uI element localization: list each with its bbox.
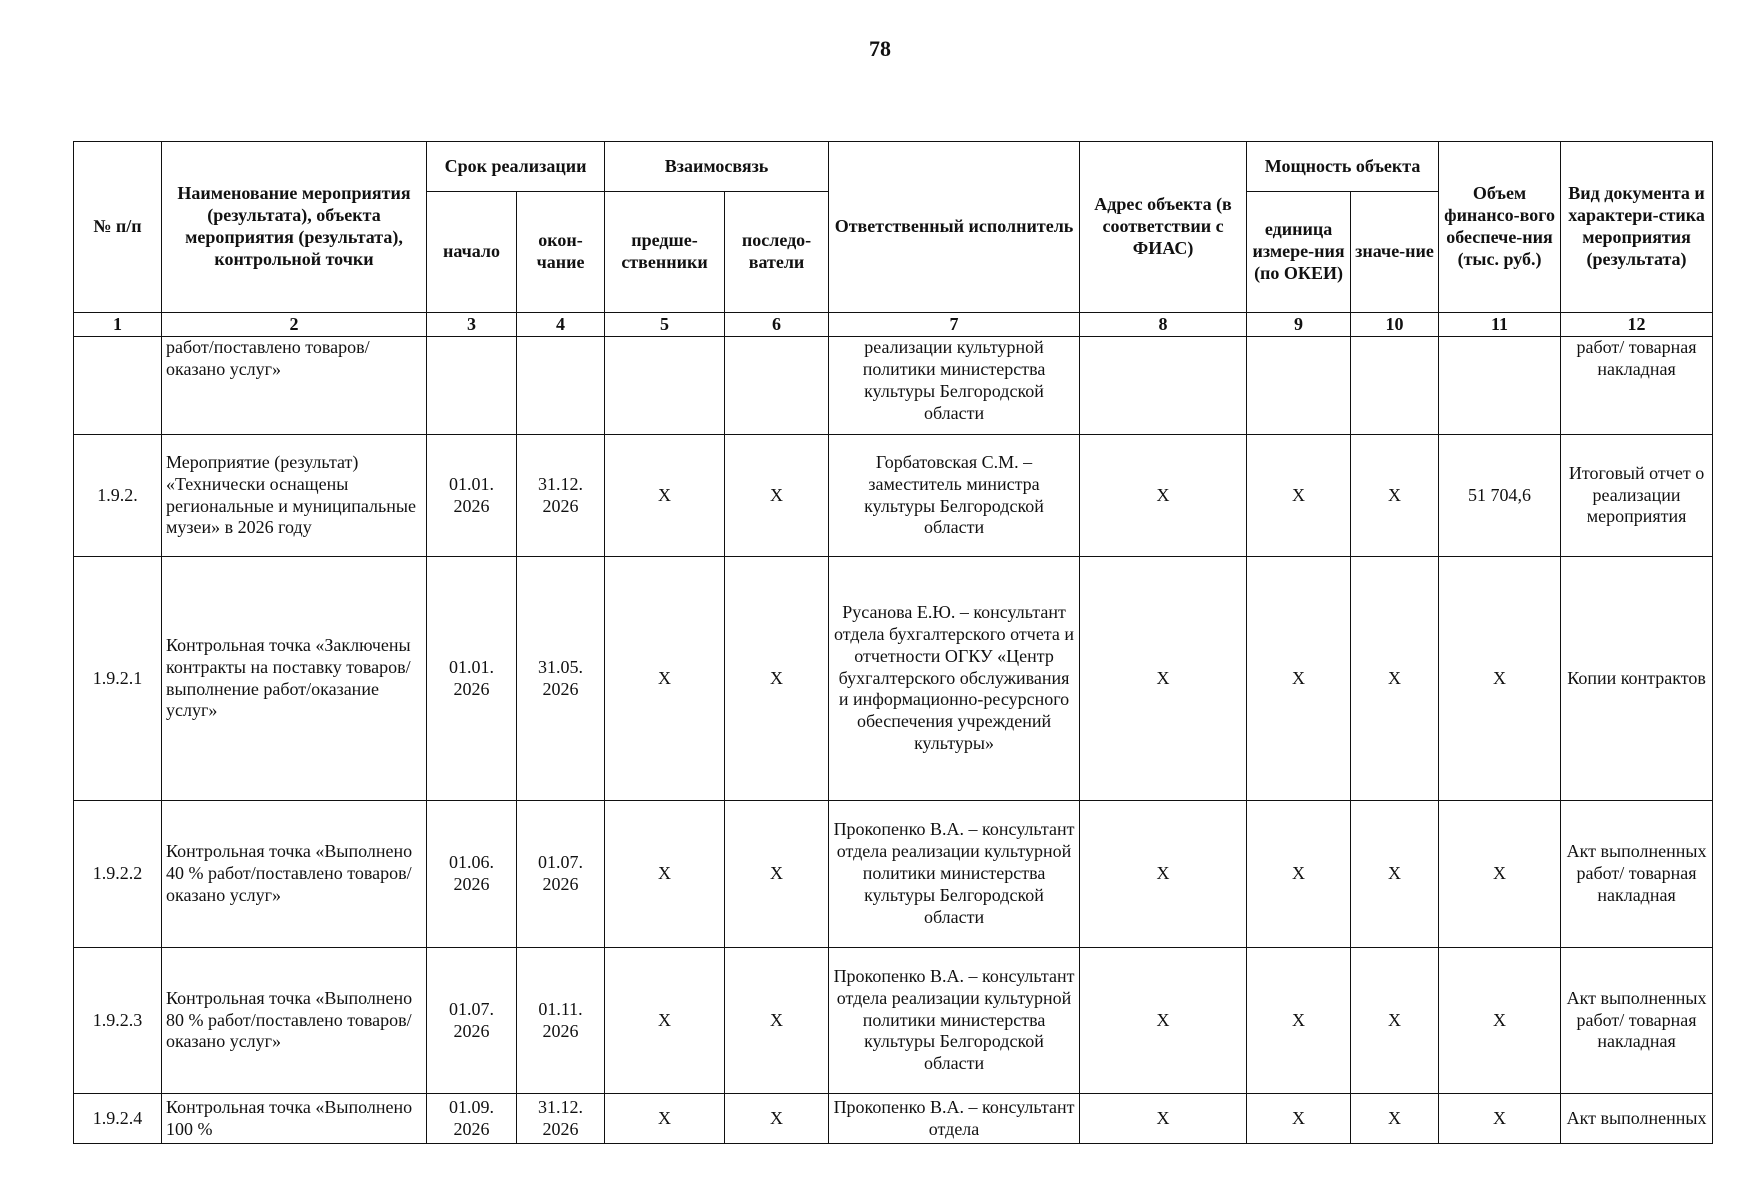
row-successors: X <box>725 435 829 557</box>
row-doc: Акт выполненных работ/ товарная накладная <box>1561 801 1713 948</box>
row-address: X <box>1080 801 1247 948</box>
row-value <box>1351 337 1439 435</box>
row-finance <box>1439 337 1561 435</box>
row-value: X <box>1351 1094 1439 1144</box>
column-index: 12 <box>1561 313 1713 337</box>
column-index: 7 <box>829 313 1080 337</box>
header-term: Срок реализации <box>427 142 605 192</box>
header-predecessors: предше-ственники <box>605 192 725 313</box>
row-successors <box>725 337 829 435</box>
header-doc: Вид документа и характери-стика мероприятия (результата) <box>1561 142 1713 313</box>
header-successors: последо-ватели <box>725 192 829 313</box>
header-name: Наименование мероприятия (результата), объекта мероприятия (результата), контрольной точки <box>162 142 427 313</box>
row-name: Контрольная точка «Выполнено 80 % работ/поставлено товаров/оказано услуг» <box>162 948 427 1094</box>
row-responsible: Прокопенко В.А. – консультант отдела <box>829 1094 1080 1144</box>
row-num: 1.9.2. <box>74 435 162 557</box>
row-value: X <box>1351 801 1439 948</box>
row-end: 31.12. 2026 <box>517 435 605 557</box>
row-successors: X <box>725 801 829 948</box>
row-successors: X <box>725 1094 829 1144</box>
row-num: 1.9.2.4 <box>74 1094 162 1144</box>
row-doc: Акт выполненных <box>1561 1094 1713 1144</box>
row-successors: X <box>725 557 829 801</box>
column-index: 10 <box>1351 313 1439 337</box>
row-num: 1.9.2.3 <box>74 948 162 1094</box>
column-index: 8 <box>1080 313 1247 337</box>
row-unit: X <box>1247 557 1351 801</box>
column-index: 3 <box>427 313 517 337</box>
row-predecessors: X <box>605 1094 725 1144</box>
header-capacity: Мощность объекта <box>1247 142 1439 192</box>
row-value: X <box>1351 435 1439 557</box>
row-predecessors <box>605 337 725 435</box>
row-responsible: реализации культурной политики министерства культуры Белгородской области <box>829 337 1080 435</box>
table-row <box>74 801 1713 948</box>
row-unit: X <box>1247 435 1351 557</box>
column-index: 11 <box>1439 313 1561 337</box>
row-address: X <box>1080 1094 1247 1144</box>
row-responsible: Прокопенко В.А. – консультант отдела реализации культурной политики министерства культуры Белгородской области <box>829 801 1080 948</box>
row-predecessors: X <box>605 435 725 557</box>
row-predecessors: X <box>605 557 725 801</box>
row-value: X <box>1351 557 1439 801</box>
row-doc: Копии контрактов <box>1561 557 1713 801</box>
row-doc: Итоговый отчет о реализации мероприятия <box>1561 435 1713 557</box>
column-index: 1 <box>74 313 162 337</box>
row-num <box>74 337 162 435</box>
row-unit <box>1247 337 1351 435</box>
column-index: 9 <box>1247 313 1351 337</box>
page-number: 78 <box>869 36 891 61</box>
header-value: значе-ние <box>1351 192 1439 313</box>
row-name: работ/поставлено товаров/оказано услуг» <box>162 337 427 435</box>
row-start: 01.09. 2026 <box>427 1094 517 1144</box>
header-responsible: Ответственный исполнитель <box>829 142 1080 313</box>
row-start: 01.01. 2026 <box>427 557 517 801</box>
row-value: X <box>1351 948 1439 1094</box>
row-finance: X <box>1439 948 1561 1094</box>
row-finance: 51 704,6 <box>1439 435 1561 557</box>
header-unit: единица измере-ния (по ОКЕИ) <box>1247 192 1351 313</box>
row-end: 01.07. 2026 <box>517 801 605 948</box>
row-name: Мероприятие (результат) «Технически оснащены региональные и муниципальные музеи» в 2026 году <box>162 435 427 557</box>
row-unit: X <box>1247 801 1351 948</box>
row-unit: X <box>1247 948 1351 1094</box>
row-end: 01.11. 2026 <box>517 948 605 1094</box>
row-doc: работ/ товарная накладная <box>1561 337 1713 435</box>
table-row <box>74 337 1713 435</box>
row-unit: X <box>1247 1094 1351 1144</box>
row-num: 1.9.2.1 <box>74 557 162 801</box>
row-address: X <box>1080 435 1247 557</box>
header-finance: Объем финансо-вого обеспече-ния (тыс. руб.) <box>1439 142 1561 313</box>
row-responsible: Прокопенко В.А. – консультант отдела реализации культурной политики министерства культуры Белгородской области <box>829 948 1080 1094</box>
table-row <box>74 435 1713 557</box>
row-finance: X <box>1439 1094 1561 1144</box>
row-num: 1.9.2.2 <box>74 801 162 948</box>
row-name: Контрольная точка «Выполнено 40 % работ/поставлено товаров/оказано услуг» <box>162 801 427 948</box>
row-start: 01.07. 2026 <box>427 948 517 1094</box>
row-successors: X <box>725 948 829 1094</box>
row-name: Контрольная точка «Выполнено 100 % <box>162 1094 427 1144</box>
table-row <box>74 557 1713 801</box>
column-index: 6 <box>725 313 829 337</box>
column-index: 4 <box>517 313 605 337</box>
row-address <box>1080 337 1247 435</box>
header-num: № п/п <box>74 142 162 313</box>
row-end: 31.05. 2026 <box>517 557 605 801</box>
header-start: начало <box>427 192 517 313</box>
column-index: 5 <box>605 313 725 337</box>
row-name: Контрольная точка «Заключены контракты на поставку товаров/выполнение работ/оказание услуг» <box>162 557 427 801</box>
row-start: 01.06. 2026 <box>427 801 517 948</box>
row-finance: X <box>1439 801 1561 948</box>
header-address: Адрес объекта (в соответствии с ФИАС) <box>1080 142 1247 313</box>
table-row <box>74 1094 1713 1144</box>
header-end: окон-чание <box>517 192 605 313</box>
row-finance: X <box>1439 557 1561 801</box>
row-start: 01.01. 2026 <box>427 435 517 557</box>
row-address: X <box>1080 557 1247 801</box>
row-end: 31.12. 2026 <box>517 1094 605 1144</box>
row-responsible: Горбатовская С.М. – заместитель министра культуры Белгородской области <box>829 435 1080 557</box>
header-relation: Взаимосвязь <box>605 142 829 192</box>
row-address: X <box>1080 948 1247 1094</box>
row-predecessors: X <box>605 948 725 1094</box>
row-predecessors: X <box>605 801 725 948</box>
column-index-row <box>74 313 1713 337</box>
measures-table <box>73 141 1713 1144</box>
row-responsible: Русанова Е.Ю. – консультант отдела бухгалтерского отчета и отчетности ОГКУ «Центр бухгалтерского обслуживания и информационно-ресурсного обеспечения учреждений культуры» <box>829 557 1080 801</box>
row-start <box>427 337 517 435</box>
table-row <box>74 948 1713 1094</box>
row-end <box>517 337 605 435</box>
row-doc: Акт выполненных работ/ товарная накладная <box>1561 948 1713 1094</box>
column-index: 2 <box>162 313 427 337</box>
